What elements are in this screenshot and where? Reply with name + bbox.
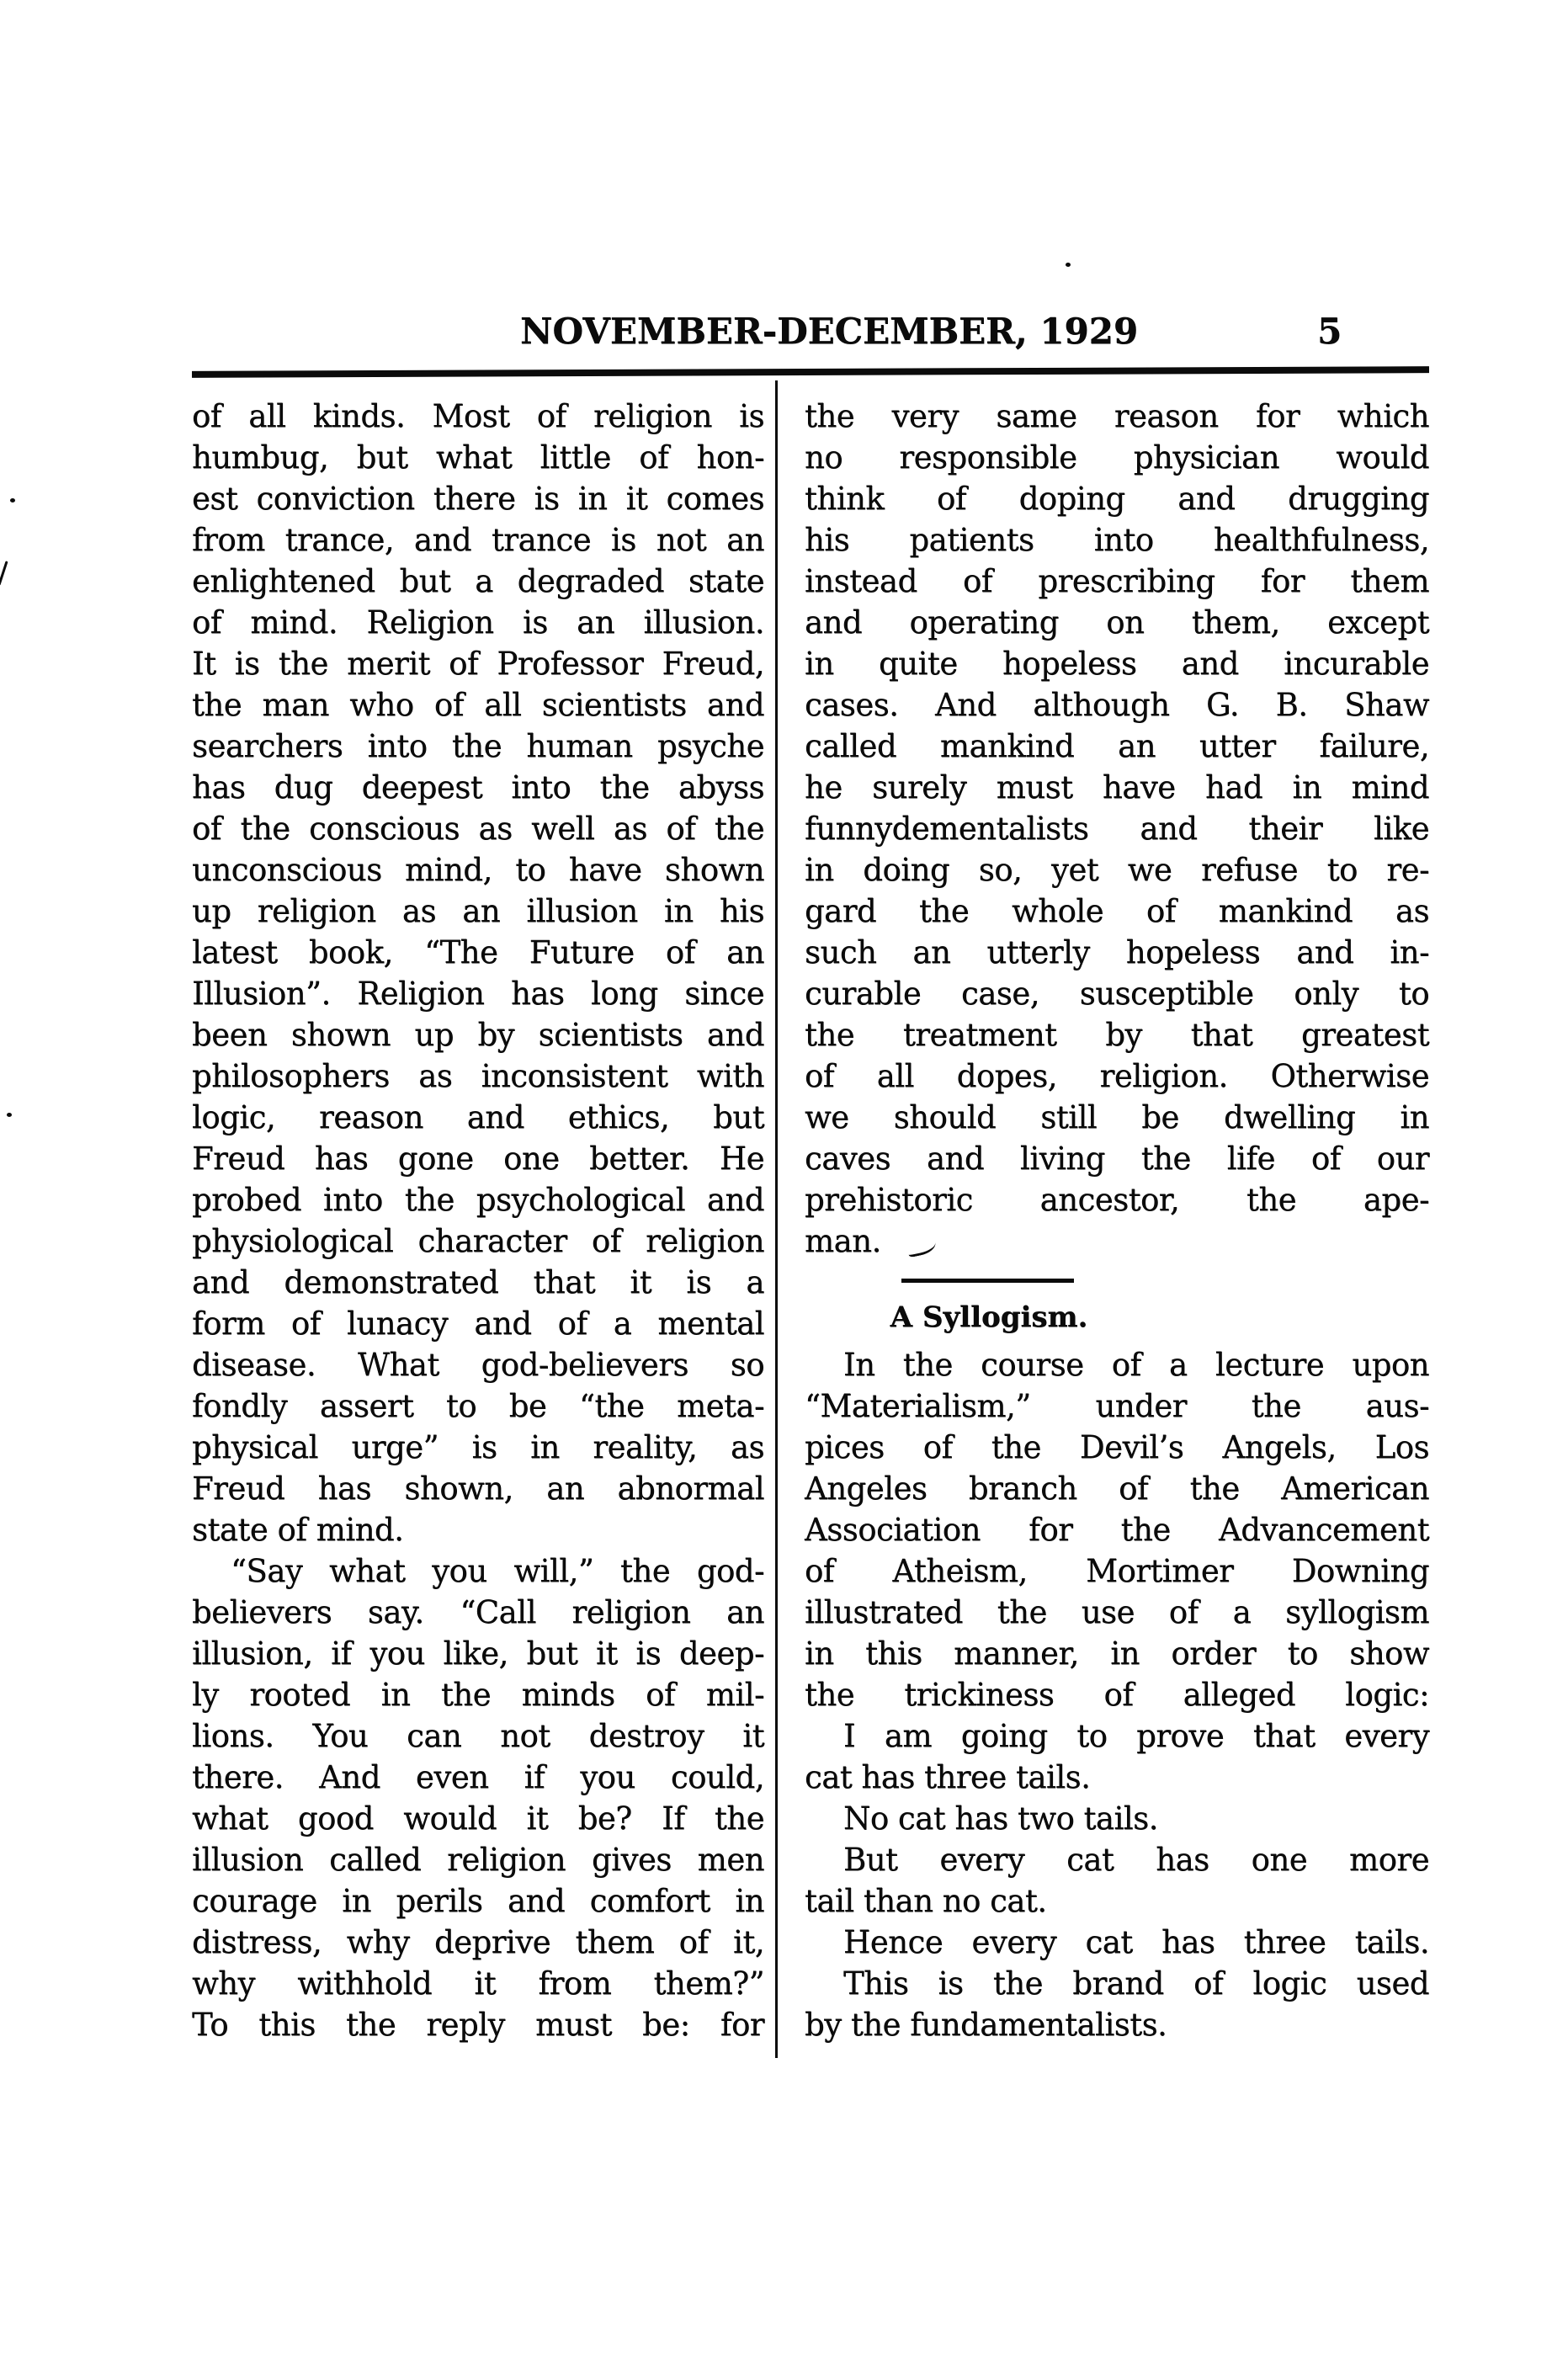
text-line: funnydementalists and their like [805,811,1429,847]
text-line: he surely must have had in mind [805,769,1429,806]
text-line: Freud has gone one better. He [192,1141,764,1177]
article-columns [192,396,1429,2058]
text-line: why withhold it from them?” [192,1965,764,2002]
text-line: illusion, if you like, but it is deep- [192,1635,764,1672]
text-line: prehistoric ancestor, the ape- [805,1182,1429,1218]
text-line: cat has three tails. [805,1759,1091,1795]
text-line: his patients into healthfulness, [805,522,1429,558]
text-line: what good would it be? If the [192,1800,764,1837]
section-break [805,1262,1429,1344]
text-line: But every cat has one more [843,1842,1429,1878]
text-line: “Say what you will,” the god- [231,1553,764,1589]
text-line: the man who of all scientists and [192,687,764,723]
page-header-title: NOVEMBER-DECEMBER, 1929 [520,311,1139,352]
text-line: and operating on them, except [805,604,1429,641]
header-rule [192,366,1429,378]
text-line: of mind. Religion is an illusion. [192,604,764,641]
ink-slash-mark [0,561,8,585]
text-line: no responsible physician would [805,439,1429,476]
text-line: Illusion”. Religion has long since [192,976,764,1012]
text-line: form of lunacy and of a mental [192,1305,764,1342]
section-divider-rule [901,1279,1074,1283]
text-line: Hence every cat has three tails. [843,1924,1429,1960]
text-line: has dug deepest into the abyss [192,769,764,806]
text-line: cases. And although G. B. Shaw [805,687,1429,723]
text-line: in quite hopeless and incurable [805,646,1429,682]
text-line: and demonstrated that it is a [192,1264,764,1300]
text-line: in doing so, yet we refuse to re- [805,852,1429,888]
text-line: of all kinds. Most of religion is [192,398,764,434]
text-line: tail than no cat. [805,1883,1047,1919]
text-line: I am going to prove that every [843,1718,1429,1754]
text-line: This is the brand of logic used [843,1965,1429,2002]
text-line: physical urge” is in reality, as [192,1429,764,1465]
text-line: searchers into the human psyche [192,728,764,764]
text-line: man. [805,1223,881,1259]
text-line: of all dopes, religion. Otherwise [805,1058,1429,1094]
text-line: logic, reason and ethics, but [192,1099,764,1135]
text-line: In the course of a lecture upon [843,1347,1429,1383]
text-line: Association for the Advancement [805,1512,1429,1548]
text-line: by the fundamentalists. [805,2007,1167,2043]
text-line: philosophers as inconsistent with [192,1058,764,1094]
text-line: Angeles branch of the American [805,1470,1429,1507]
text-line: To this the reply must be: for [192,2007,764,2043]
ink-speck [10,498,15,503]
text-line: the treatment by that greatest [805,1017,1429,1053]
text-line: disease. What god-believers so [192,1347,764,1383]
text-line: curable case, susceptible only to [805,976,1429,1012]
page-number: 5 [1317,311,1342,352]
text-line: of the conscious as well as of the [192,811,764,847]
column-divider [775,380,778,2058]
section-heading: A Syllogism. [890,1300,1088,1334]
text-line: lions. You can not destroy it [192,1718,764,1754]
ink-speck [7,1113,12,1117]
text-line: fondly assert to be “the meta- [192,1388,764,1424]
right-column-bottom [805,1344,1429,2045]
text-line: physiological character of religion [192,1223,764,1259]
text-line: been shown up by scientists and [192,1017,764,1053]
text-line: est conviction there is in it comes [192,481,764,517]
text-line: Freud has shown, an abnormal [192,1470,764,1507]
text-line: there. And even if you could, [192,1759,764,1795]
text-line: caves and living the life of our [805,1141,1429,1177]
text-line: from trance, and trance is not an [192,522,764,558]
text-line: ly rooted in the minds of mil- [192,1677,764,1713]
text-line: illustrated the use of a syllogism [805,1594,1429,1630]
text-line: instead of prescribing for them [805,563,1429,599]
text-line: in this manner, in order to show [805,1635,1429,1672]
text-line: called mankind an utter failure, [805,728,1429,764]
text-line: courage in perils and comfort in [192,1883,764,1919]
text-line: “Materialism,” under the aus- [805,1388,1429,1424]
text-line: the very same reason for which [805,398,1429,434]
text-line: such an utterly hopeless and in- [805,934,1429,970]
right-column-top [805,396,1429,1262]
text-line: gard the whole of mankind as [805,893,1429,929]
right-column [805,396,1429,2058]
text-line: It is the merit of Professor Freud, [192,646,764,682]
text-line: illusion called religion gives men [192,1842,764,1878]
text-line: up religion as an illusion in his [192,893,764,929]
text-line: enlightened but a degraded state [192,563,764,599]
text-line: pices of the Devil’s Angels, Los [805,1429,1429,1465]
text-line: we should still be dwelling in [805,1099,1429,1135]
text-line: humbug, but what little of hon- [192,439,764,476]
text-line: believers say. “Call religion an [192,1594,764,1630]
text-line: distress, why deprive them of it, [192,1924,764,1960]
text-line: of Atheism, Mortimer Downing [805,1553,1429,1589]
text-line: unconscious mind, to have shown [192,852,764,888]
ink-speck [1066,263,1071,267]
text-line: the trickiness of alleged logic: [805,1677,1429,1713]
text-line: probed into the psychological and [192,1182,764,1218]
left-column [192,396,764,2058]
text-line: state of mind. [192,1512,404,1548]
text-line: No cat has two tails. [843,1800,1158,1837]
text-line: think of doping and drugging [805,481,1429,517]
text-line: latest book, “The Future of an [192,934,764,970]
